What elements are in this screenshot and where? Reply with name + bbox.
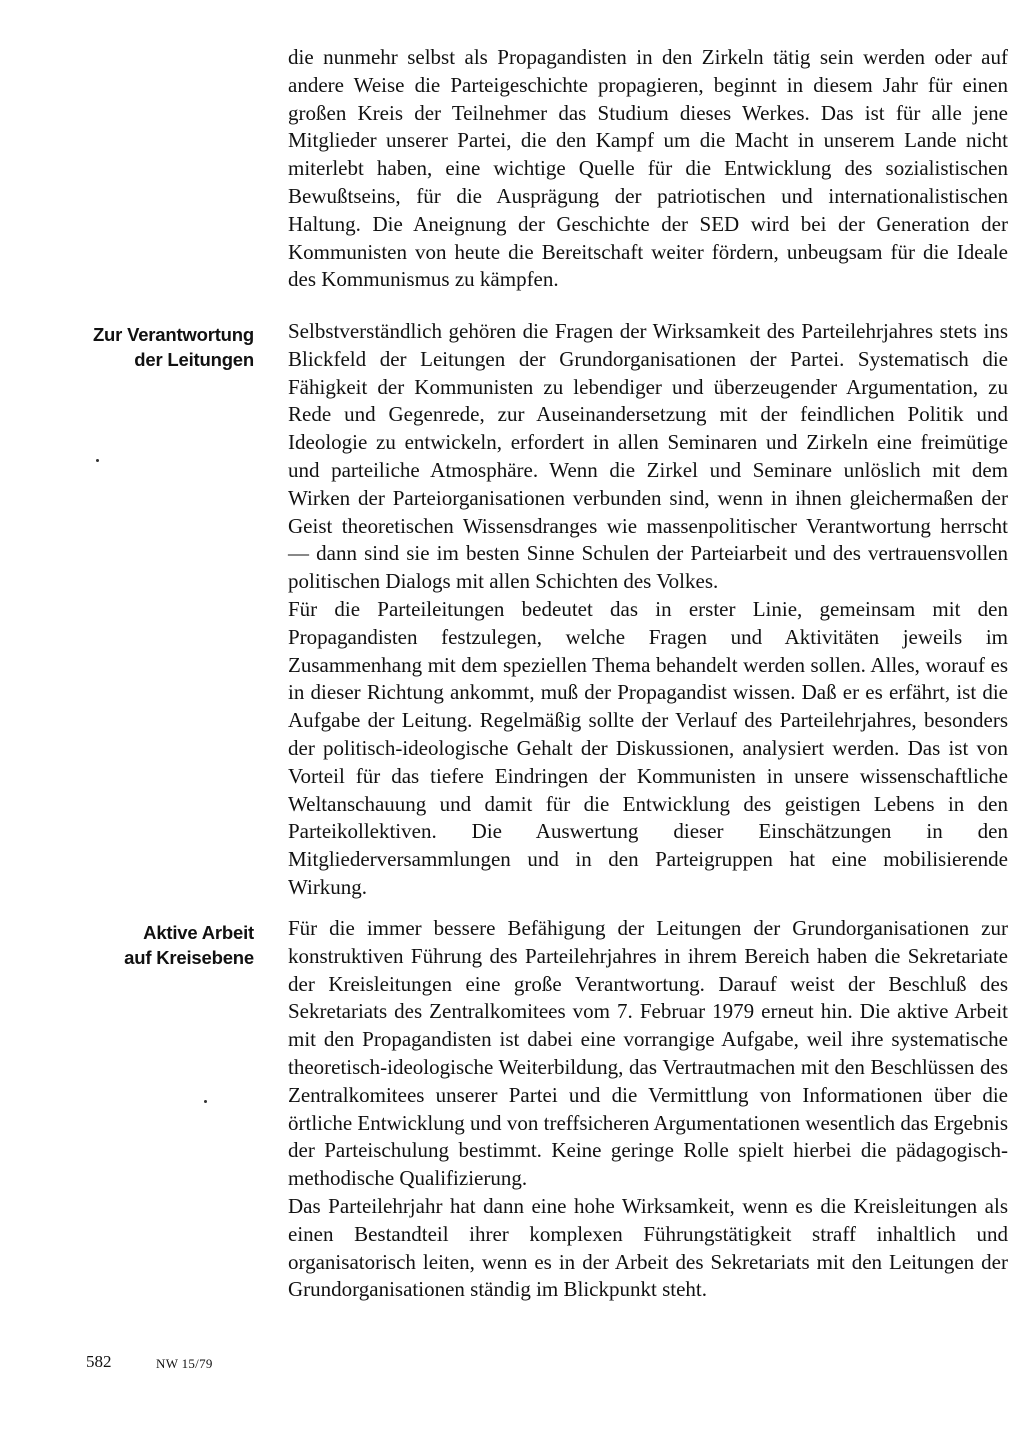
margin-heading-line: Zur Verantwortung [92,324,254,345]
scan-speck [96,459,99,462]
section-intro [288,44,1008,294]
paragraph: Für die immer bessere Befähigung der Leitungen der Grundorganisationen zur konstruktiven Führung des Parteilehrjahres in ihrem Bereich haben die Sekretariate der Kreisleitungen eine große Verantwortung. Darauf weist der Beschluß des Sekretariats des Zentralkomitees vom 7. Februar 1979 erneut hin. Die aktive Arbeit mit den Propagandisten ist dabei eine vorrangige Aufgabe, weil ihre systematische theoretisch-ideologische Weiterbildung, das Vertrautmachen mit den Beschlüssen des Zentralkomitees unserer Partei und die Vermittlung von Informationen über die örtliche Entwicklung und von treffsicheren Argumentationen wesentlich das Ergebnis der Parteischulung bestimmt. Keine geringe Rolle spielt hierbei die pädagogischmethodische Qualifizierung. [288,916,1008,1191]
section-verantwortung [288,318,1008,902]
paragraph: Selbstverständlich gehören die Fragen der Wirksamkeit des Parteilehrjahres stets ins Blickfeld der Leitungen der Grundorganisationen der Partei. Systematisch die Fähigkeit der Kommunisten zu lebendiger und überzeugender Argumentation, zu Rede und Gegenrede, zur Auseinandersetzung mit der feindlichen Politik und Ideologie zu entwickeln, erfordert in allen Seminaren und Zirkeln eine freimütige und parteiliche Atmosphäre. Wenn die Zirkel und Seminare unlöslich mit dem Wirken der Parteiorganisationen verbunden sind, wenn in ihnen gleichermaßen der Geist theoretischen Wissensdranges wie massenpolitischer Verantwortung herrscht — dann sind sie im besten Sinne Schulen der Parteiarbeit und des vertrauensvollen politischen Dialogs mit allen Schichten des Volkes. [288,319,1008,594]
paragraph: die nunmehr selbst als Propagandisten in den Zirkeln tätig sein werden oder auf andere Weise die Parteigeschichte propagieren, beginnt in diesem Jahr für einen großen Kreis der Teilnehmer das Studium dieses Werkes. Das ist für alle jene Mitglieder unserer Partei, die den Kampf um die Macht in unserem Lande nicht miterlebt haben, eine wichtige Quelle für die Entwicklung des sozialistischen Bewußtseins, für die Ausprägung der patriotischen und internationalistischen Haltung. Die Aneignung der Geschichte der SED wird bei der Generation der Kommunisten von heute die Bereitschaft weiter fördern, unbeugsam für die Ideale des Kommunismus zu kämpfen. [288,45,1008,292]
issue-reference: NW 15/79 [156,1356,213,1371]
paragraph: Für die Parteileitungen bedeutet das in erster Linie, gemeinsam mit den Propagandisten festzulegen, welche Fragen und Aktivitäten jeweils im Zusammenhang mit dem speziellen Thema behandelt werden sollen. Alles, worauf es in dieser Richtung ankommt, muß der Propagandist wissen. Daß er es erfährt, ist die Aufgabe der Leitung. Regelmäßig sollte der Verlauf des Parteilehrjahres, besonders der politisch-ideologische Gehalt der Diskussionen, analysiert werden. Das ist von Vorteil für das tiefere Eindringen der Kommunisten in unsere wissenschaftliche Weltanschauung und damit für die Entwicklung des geistigen Lebens in den Parteikollektiven. Die Auswertung dieser Einschätzungen in den Mitgliederversammlungen und in den Parteigruppen hat eine mobilisierende Wirkung. [288,596,1008,899]
margin-heading-kreisebene [40,920,254,970]
margin-heading-line: der Leitungen [134,349,254,370]
page-number: 582 [86,1352,112,1371]
paragraph: Das Parteilehrjahr hat dann eine hohe Wirksamkeit, wenn es die Kreisleitungen als einen Bestandteil ihrer komplexen Führungstätigkeit straff inhaltlich und organisatorisch leiten, wenn es in der Arbeit des Sekretariats mit den Leitungen der Grundorganisationen ständig im Blickpunkt steht. [288,1193,1008,1302]
margin-heading-line: auf Kreisebene [124,947,254,968]
section-kreisebene [288,915,1008,1304]
margin-heading-line: Aktive Arbeit [143,922,254,943]
margin-heading-verantwortung [40,322,254,372]
scan-speck [204,1100,207,1103]
